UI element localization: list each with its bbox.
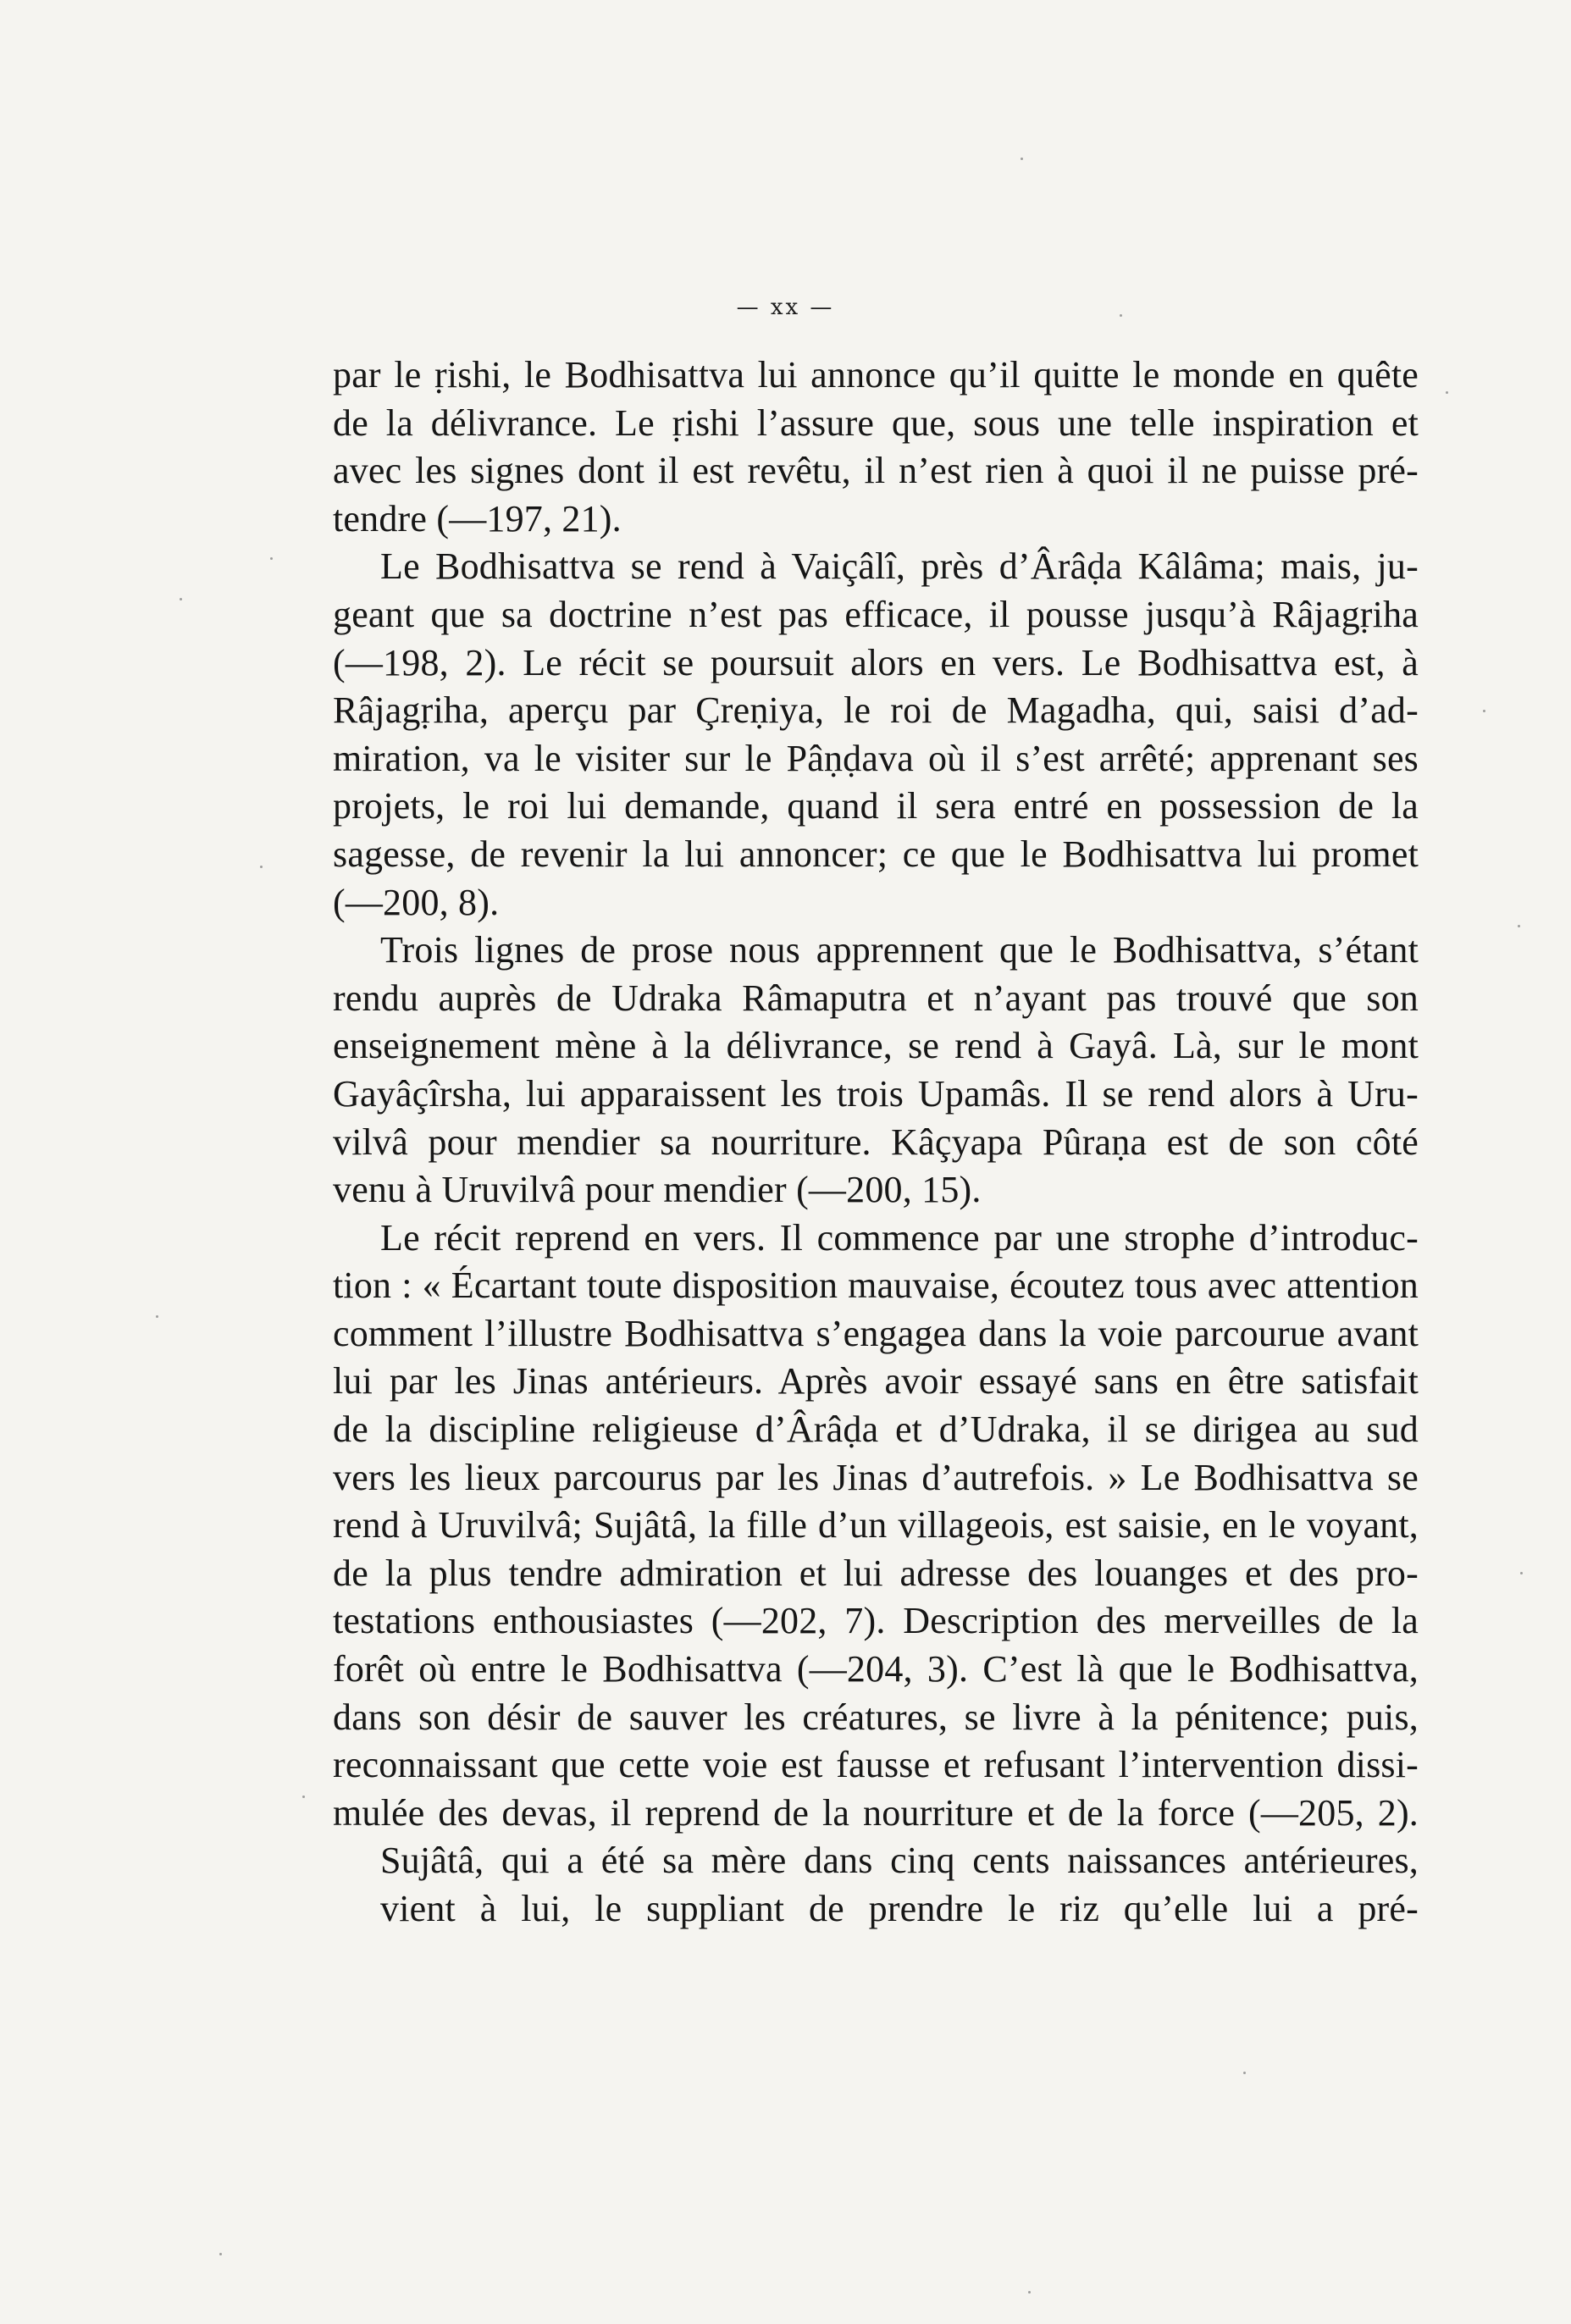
- scan-speck: [1243, 2072, 1246, 2074]
- text-line: sagesse, de revenir la lui annoncer; ce que le Bodhisattva lui promet: [333, 833, 1419, 875]
- text-line: rend à Uruvilvâ; Sujâtâ, la fille d’un villageois, est saisie, en le voyant,: [333, 1504, 1419, 1547]
- text-line: (—198, 2). Le récit se poursuit alors en vers. Le Bodhisattva est, à: [333, 641, 1419, 683]
- paragraph-start-line: Trois lignes de prose nous apprennent que le Bodhisattva, s’étant: [380, 929, 1419, 971]
- text-line: de la discipline religieuse d’Ârâḍa et d’Udraka, il se dirigea au sud: [333, 1408, 1419, 1451]
- scan-speck: [180, 598, 182, 600]
- text-line: reconnaissant que cette voie est fausse et refusant l’intervention dissi-: [333, 1744, 1419, 1786]
- scan-speck: [1483, 710, 1485, 712]
- text-line: tendre (—197, 21).: [333, 497, 622, 540]
- paragraph-start-line: Le Bodhisattva se rend à Vaiçâlî, près d’Ârâḍa Kâlâma; mais, ju-: [380, 545, 1419, 588]
- text-line: comment l’illustre Bodhisattva s’engagea dans la voie parcourue avant: [333, 1312, 1419, 1354]
- text-line: mulée des devas, il reprend de la nourriture et de la force (—205, 2).: [333, 1791, 1419, 1834]
- text-line: dans son désir de sauver les créatures, se livre à la pénitence; puis,: [333, 1696, 1419, 1738]
- text-line: Râjagṛiha, aperçu par Çreṇiya, le roi de Magadha, qui, saisi d’ad-: [333, 689, 1419, 732]
- page-number: — xx —: [736, 295, 835, 320]
- text-line: vient à lui, le suppliant de prendre le riz qu’elle lui a pré-: [380, 1888, 1419, 1929]
- scan-speck: [1028, 2291, 1031, 2294]
- text-line: venu à Uruvilvâ pour mendier (—200, 15).: [333, 1169, 982, 1211]
- scan-speck: [260, 866, 263, 868]
- scan-speck: [1120, 314, 1122, 317]
- text-line: de la délivrance. Le ṛishi l’assure que, sous une telle inspiration et: [333, 401, 1419, 444]
- paragraph-start-line: Le récit reprend en vers. Il commence par une strophe d’introduc-: [380, 1216, 1419, 1259]
- scan-speck: [156, 1315, 158, 1318]
- scan-speck: [270, 557, 273, 560]
- text-line: geant que sa doctrine n’est pas efficace, il pousse jusqu’à Râjagṛiha: [333, 593, 1419, 635]
- text-line: rendu auprès de Udraka Râmaputra et n’ayant pas trouvé que son: [333, 977, 1419, 1019]
- text-line: miration, va le visiter sur le Pâṇḍava où il s’est arrêté; apprenant ses: [333, 737, 1419, 779]
- text-line: vilvâ pour mendier sa nourriture. Kâçyapa Pûraṇa est de son côté: [333, 1120, 1419, 1163]
- scan-speck: [1518, 925, 1520, 927]
- scan-speck: [302, 1796, 305, 1798]
- text-line: forêt où entre le Bodhisattva (—204, 3). C’est là que le Bodhisattva,: [333, 1648, 1419, 1690]
- scan-speck: [1021, 158, 1023, 160]
- text-line: Sujâtâ, qui a été sa mère dans cinq cents naissances antérieures,: [380, 1840, 1419, 1882]
- text-line: (—200, 8).: [333, 881, 500, 923]
- text-line: lui par les Jinas antérieurs. Après avoir essayé sans en être satisfait: [333, 1360, 1419, 1403]
- text-line: par le ṛishi, le Bodhisattva lui annonce qu’il quitte le monde en quête: [333, 354, 1419, 396]
- text-line: de la plus tendre admiration et lui adresse des louanges et des pro-: [333, 1552, 1419, 1594]
- text-line: enseignement mène à la délivrance, se rend à Gayâ. Là, sur le mont: [333, 1025, 1419, 1067]
- text-line: vers les lieux parcourus par les Jinas d’autrefois. » Le Bodhisattva se: [333, 1456, 1419, 1498]
- scan-speck: [1446, 391, 1448, 394]
- text-line: Gayâçîrsha, lui apparaissent les trois Upamâs. Il se rend alors à Uru-: [333, 1072, 1419, 1115]
- text-line: testations enthousiastes (—202, 7). Description des merveilles de la: [333, 1600, 1419, 1642]
- scan-speck: [219, 2253, 222, 2255]
- scan-speck: [1520, 1572, 1523, 1574]
- text-line: avec les signes dont il est revêtu, il n’est rien à quoi il ne puisse pré-: [333, 450, 1419, 492]
- text-line: projets, le roi lui demande, quand il sera entré en possession de la: [333, 785, 1419, 827]
- text-line: tion : « Écartant toute disposition mauvaise, écoutez tous avec attention: [333, 1264, 1419, 1307]
- body-text: [333, 351, 1419, 1934]
